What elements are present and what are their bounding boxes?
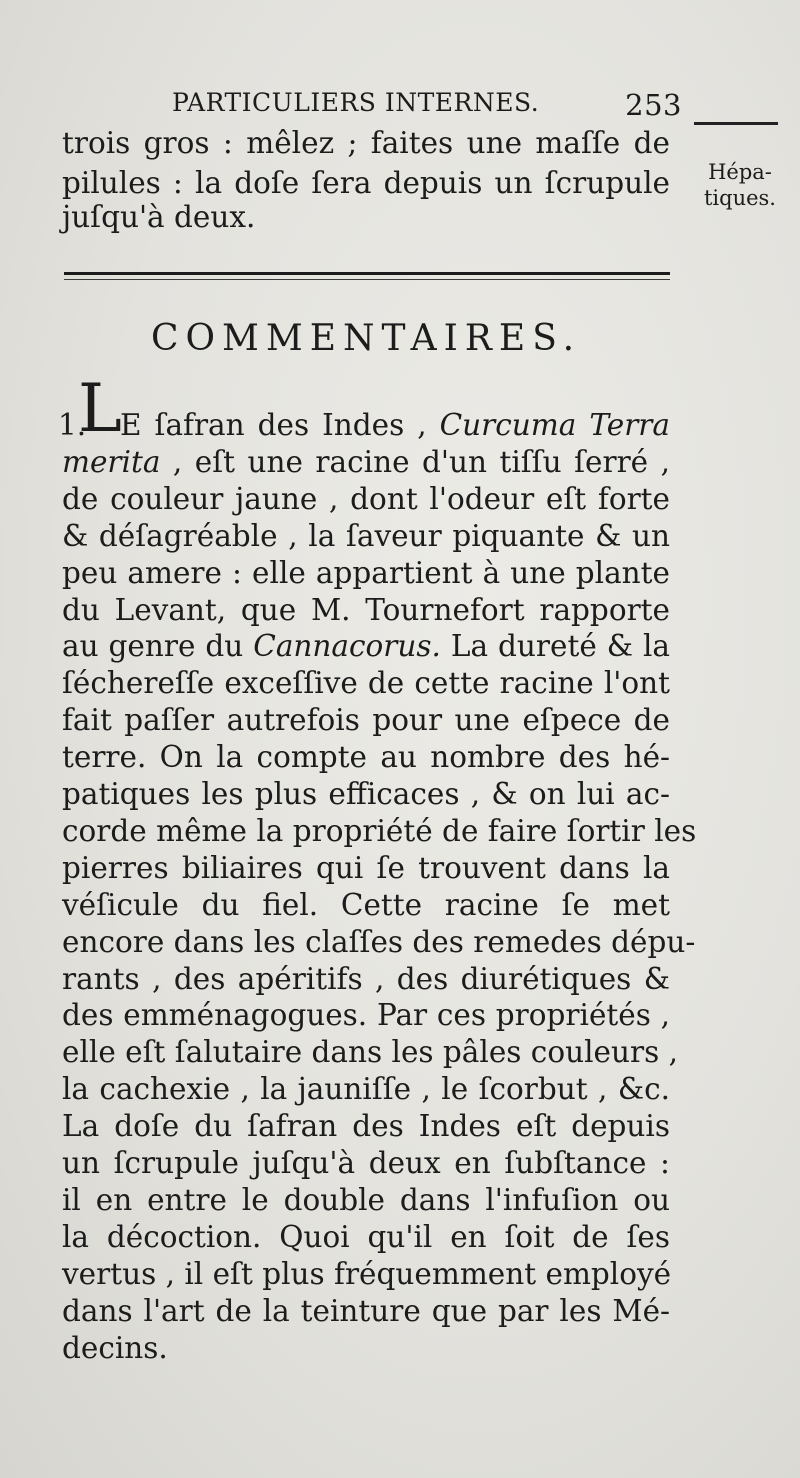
line-segment: La dureté & la [440, 629, 670, 664]
paragraph-line-12 [62, 812, 697, 850]
paragraph-line-5 [62, 554, 670, 592]
section-divider [64, 272, 670, 280]
paragraph-line-9 [62, 701, 670, 739]
paragraph-line-8 [62, 664, 670, 702]
paragraph-line-21 [62, 1144, 670, 1182]
paragraph-line-3 [62, 480, 670, 518]
section-title: COMMENTAIRES. [150, 318, 582, 359]
top-text-line-2: pilules : la doſe ſera depuis un ſcrupule [62, 166, 670, 200]
paragraph-line-20 [62, 1107, 670, 1145]
page-number: 253 [625, 88, 682, 122]
paragraph-line-19 [62, 1070, 670, 1108]
line-segment: la décoction. Quoi qu'il en ſoit de ſes [62, 1219, 670, 1254]
paragraph-line-7 [62, 627, 670, 665]
line-segment: dans l'art de la teinture que par les Mé- [62, 1293, 670, 1328]
line-segment: & déſagréable , la ſaveur piquante & un [62, 518, 670, 553]
line-segment: des emménagogues. Par ces propriétés , [62, 998, 670, 1033]
margin-note-line-2: tiques. [703, 186, 776, 210]
line-segment: corde même la propriété de faire ſortir les [62, 813, 697, 848]
line-segment: elle eſt ſalutaire dans les pâles couleurs , [62, 1035, 678, 1070]
line-segment: terre. On la compte au nombre des hé- [62, 740, 670, 775]
line-segment: vertus , il eſt plus fréquemment employé [62, 1256, 672, 1291]
line-segment: Cannacorus. [253, 629, 441, 664]
paragraph-line-23 [62, 1218, 670, 1256]
paragraph-line-15 [62, 923, 696, 961]
paragraph-line-11 [62, 775, 670, 813]
paragraph-line-24 [62, 1255, 670, 1293]
line-segment: véſicule du fiel. Cette racine ſe met [62, 887, 670, 922]
running-head [172, 88, 682, 122]
line-segment: patiques les plus efficaces , & on lui ac- [62, 777, 670, 811]
paragraph-line-1 [120, 406, 670, 444]
paragraph-line-22 [62, 1181, 670, 1219]
line-segment: il en entre le double dans l'infuſion ou [62, 1182, 670, 1217]
paragraph-line-4 [62, 517, 670, 555]
paragraph-line-10 [62, 738, 670, 776]
drop-cap: L [78, 370, 122, 447]
paragraph-number: 1. [58, 408, 87, 442]
line-segment: pierres biliaires qui ſe trouvent dans la [62, 850, 670, 885]
line-segment: encore dans les claſſes des remedes dépu- [62, 924, 696, 959]
line-segment: la cachexie , la jauniſſe , le ſcorbut , &c. [62, 1072, 670, 1107]
paragraph-line-16 [62, 960, 670, 998]
line-segment: E ſafran des Indes , [120, 408, 440, 442]
paragraph-line-2 [62, 443, 670, 481]
line-segment: decins. [62, 1330, 168, 1365]
paragraph-line-6 [62, 591, 670, 629]
margin-note-line-1: Hépa- [708, 160, 772, 184]
paragraph-line-17 [62, 996, 670, 1034]
paragraph-line-26 [62, 1329, 670, 1367]
line-segment: de couleur jaune , dont l'odeur eſt forte [62, 481, 670, 516]
line-segment: rants , des apéritifs , des diurétiques & [62, 961, 670, 996]
line-segment: Curcuma Terra [439, 408, 670, 442]
line-segment: , eſt une racine d'un tiſſu ſerré , [160, 444, 670, 479]
paragraph-line-13 [62, 849, 670, 887]
top-text-line-3: juſqu'à deux. [62, 200, 256, 234]
paragraph-line-18 [62, 1033, 678, 1071]
line-segment: fait paſſer autrefois pour une eſpece de [62, 703, 670, 738]
running-title: PARTICULIERS INTERNES. [172, 88, 540, 117]
line-segment: ſéchereſſe exceſſive de cette racine l'ont [62, 666, 670, 701]
line-segment: La doſe du ſafran des Indes eſt depuis [62, 1109, 670, 1144]
paragraph-line-14 [62, 886, 670, 924]
top-text-line-1: trois gros : mêlez ; faites une maſſe de [62, 126, 670, 160]
paragraph-line-25 [62, 1292, 670, 1330]
line-segment: du Levant, que M. Tournefort rapporte [62, 592, 670, 627]
line-segment: peu amere : elle appartient à une plante [62, 555, 670, 590]
line-segment: un ſcrupule juſqu'à deux en ſubſtance : [62, 1146, 670, 1180]
margin-rule [694, 122, 778, 125]
line-segment: merita [62, 444, 161, 479]
line-segment: au genre du [62, 629, 254, 664]
